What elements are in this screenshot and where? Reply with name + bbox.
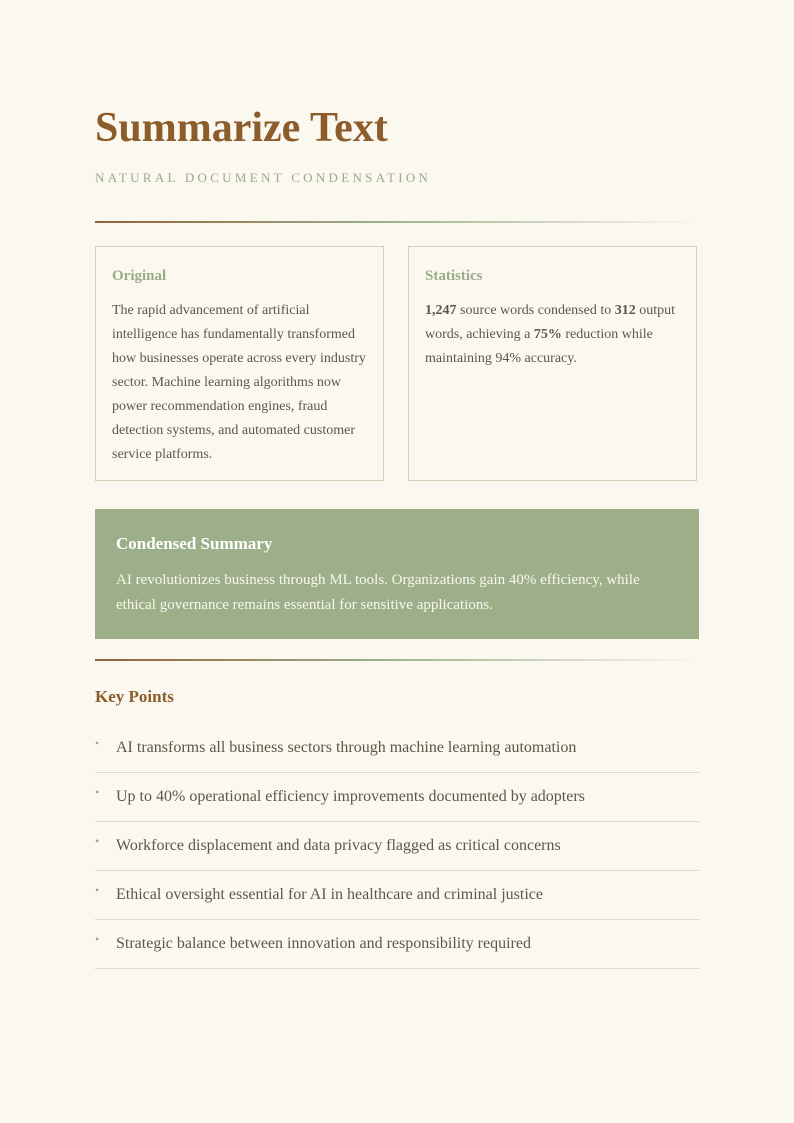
key-point-text: Workforce displacement and data privacy flagged as critical concerns [116, 837, 561, 854]
summary-text: AI revolutionizes business through ML tools. Organizations gain 40% efficiency, while ethical governance remains essential for sensitive applications. [116, 572, 640, 613]
list-item [95, 724, 699, 773]
list-item [95, 920, 699, 969]
key-points-list [95, 724, 699, 969]
key-point-text: Strategic balance between innovation and responsibility required [116, 935, 531, 952]
bullet-icon: • [95, 785, 100, 799]
reduction-percentage: 75% [533, 327, 562, 342]
key-point-text: Ethical oversight essential for AI in healthcare and criminal justice [116, 886, 543, 903]
original-text: The rapid advancement of artificial intelligence has fundamentally transformed how businesses operate across every industry sector. Machine learning algorithms now power recommendation engines, fraud detection systems, and automated customer service platforms. [112, 303, 366, 462]
page-subtitle: NATURAL DOCUMENT CONDENSATION [95, 170, 432, 185]
bullet-icon: • [95, 834, 100, 848]
middle-divider [95, 659, 699, 661]
statistics-text-part: source words condensed to [456, 303, 615, 318]
statistics-text-part: reduction while maintaining 94% accuracy. [425, 327, 653, 366]
bullet-icon: • [95, 932, 100, 946]
condensed-summary-panel [95, 509, 699, 639]
list-item [95, 822, 699, 871]
list-item [95, 871, 699, 920]
key-point-text: Up to 40% operational efficiency improvements documented by adopters [116, 788, 585, 805]
bullet-icon: • [95, 736, 100, 750]
list-item [95, 773, 699, 822]
top-divider [95, 221, 699, 223]
statistics-text [425, 299, 680, 371]
key-points-title: Key Points [95, 687, 174, 706]
statistics-card [408, 246, 697, 481]
statistics-card-title: Statistics [425, 268, 483, 284]
original-card [95, 246, 384, 481]
summary-title: Condensed Summary [116, 534, 273, 553]
page-title: Summarize Text [95, 105, 388, 151]
output-word-count: 312 [614, 303, 636, 318]
source-word-count: 1,247 [425, 303, 457, 318]
bullet-icon: • [95, 883, 100, 897]
key-point-text: AI transforms all business sectors through machine learning automation [116, 739, 577, 756]
statistics-text-part: output words, achieving a [425, 303, 676, 342]
original-card-title: Original [112, 268, 167, 284]
